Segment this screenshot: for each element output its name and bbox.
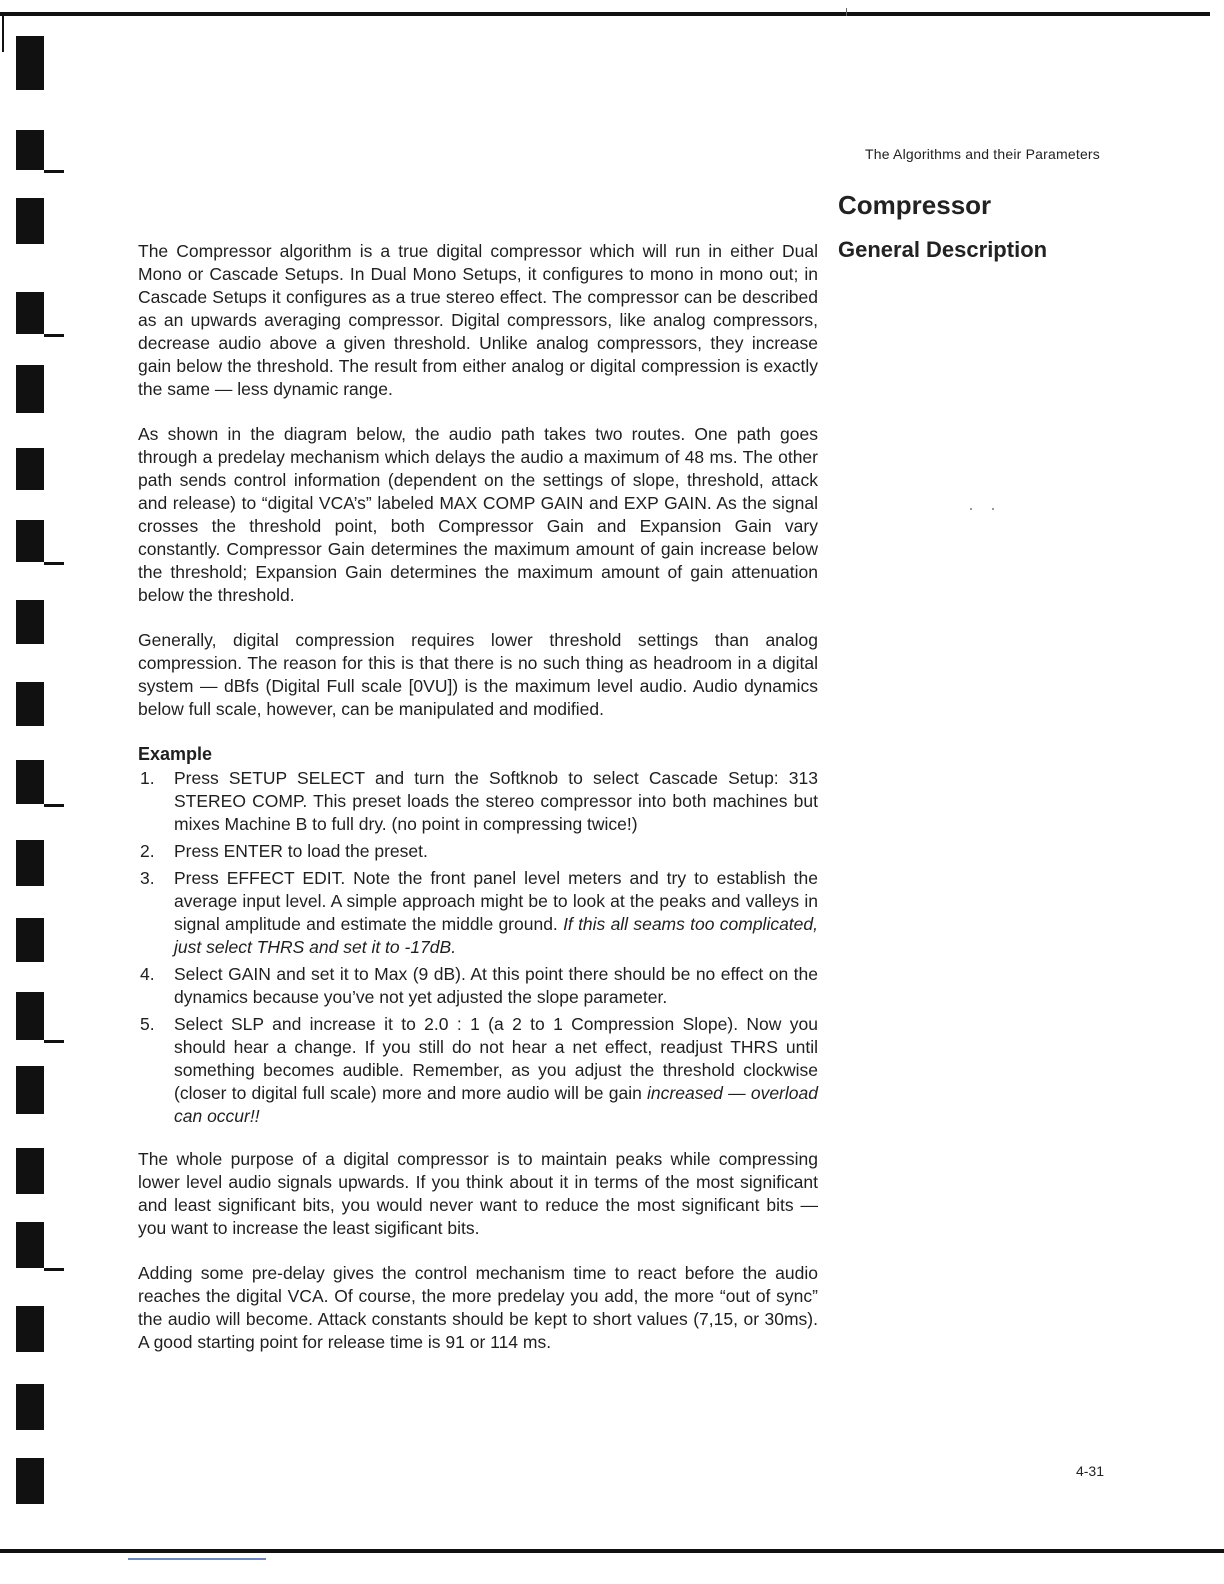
step-number: 1. bbox=[140, 768, 155, 788]
paragraph-purpose: The whole purpose of a digital compressor is to maintain peaks while compressing lower level audio signals upwards. If you think about it in terms of the most significant and least significant bits, you would never want to reduce the most significant bits — you want to increase the least sigificant bits. bbox=[138, 1149, 818, 1238]
binding-tick bbox=[44, 804, 64, 807]
section-title: Compressor bbox=[838, 190, 992, 220]
binding-hole bbox=[16, 365, 44, 413]
page-number: 4-31 bbox=[1075, 1463, 1104, 1479]
paragraph-audio-path: As shown in the diagram below, the audio path takes two routes. One path goes through a predelay mechanism which delays the audio a maximum of 48 ms. The other path sends control information (dependent on the settings of slope, threshold, attack and release) to “digital VCA’s” labeled MAX COMP GAIN and EXP GAIN. As the signal crosses the threshold point, both Compressor Gain and Expansion Gain vary constantly. Compressor Gain determines the maximum amount of gain increase below the threshold; Expansion Gain determines the maximum amount of gain attenuation below the threshold. bbox=[138, 424, 818, 605]
top-rule bbox=[0, 12, 1210, 16]
binding-hole bbox=[16, 36, 44, 90]
binding-hole bbox=[16, 682, 44, 726]
main-text bbox=[138, 240, 818, 1376]
binding-hole bbox=[16, 292, 44, 334]
binding-holes bbox=[8, 30, 68, 1510]
scan-speck bbox=[992, 508, 994, 510]
binding-hole bbox=[16, 1148, 44, 1194]
binding-hole bbox=[16, 1458, 44, 1504]
scan-speck bbox=[846, 8, 847, 16]
list-item bbox=[138, 867, 818, 959]
binding-tick bbox=[44, 1040, 64, 1043]
binding-hole bbox=[16, 992, 44, 1040]
binding-tick bbox=[44, 170, 64, 173]
step-text: Press EFFECT EDIT. Note the front panel level meters and try to establish the average input level. A simple approach might be to look at the peaks and valleys in signal amplitude and estimate the middle ground. bbox=[174, 868, 818, 934]
list-item bbox=[138, 840, 818, 863]
top-rule-corner bbox=[2, 12, 4, 52]
binding-hole bbox=[16, 198, 44, 244]
section-subtitle: General Description bbox=[838, 237, 1048, 262]
binding-hole bbox=[16, 918, 44, 962]
step-text: Select SLP and increase it to 2.0 : 1 (a 2 to 1 Compression Slope). Now you should hear a change. If you still do not hear a net effect, readjust THRS until something becomes audible. Remember, as you adjust the threshold clockwise (closer to digital full scale) more and more audio will be gain bbox=[174, 1014, 818, 1103]
step-text: Select GAIN and set it to Max (9 dB). At this point there should be no effect on the dynamics because you’ve not yet adjusted the slope parameter. bbox=[174, 964, 818, 1007]
paragraph-threshold: Generally, digital compression requires lower threshold settings than analog compression. The reason for this is that there is no such thing as headroom in a digital system — dBfs (Digital Full scale [0VU]) is the maximum level audio. Audio dynamics below full scale, however, can be manipulated and modified. bbox=[138, 630, 818, 719]
step-number: 3. bbox=[140, 868, 155, 888]
bottom-rule bbox=[0, 1549, 1224, 1553]
binding-hole bbox=[16, 760, 44, 804]
binding-hole bbox=[16, 1222, 44, 1268]
list-item bbox=[138, 963, 818, 1009]
example-heading: Example bbox=[138, 744, 213, 764]
binding-hole bbox=[16, 1384, 44, 1430]
binding-hole bbox=[16, 600, 44, 644]
example-steps bbox=[138, 767, 818, 1128]
step-text: Press SETUP SELECT and turn the Softknob to select Cascade Setup: 313 STEREO COMP. This preset loads the stereo compressor into both machines but mixes Machine B to full dry. (no point in compressing twice!) bbox=[174, 768, 818, 834]
paragraph-intro: The Compressor algorithm is a true digital compressor which will run in either Dual Mono or Cascade Setups. In Dual Mono Setups, it configures to mono in mono out; in Cascade Setups it configures as a true stereo effect. The compressor can be described as an upwards averaging compressor. Digital compressors, like analog compressors, decrease audio above a given threshold. Unlike analog compressors, they increase gain below the threshold. The result from either analog or digital compression is exactly the same — less dynamic range. bbox=[138, 241, 818, 399]
binding-hole bbox=[16, 130, 44, 170]
binding-hole bbox=[16, 448, 44, 490]
binding-hole bbox=[16, 520, 44, 562]
step-text-italic: If this all seams too complicated, just select THRS and set it to -17dB. bbox=[174, 914, 818, 957]
binding-hole bbox=[16, 840, 44, 886]
binding-tick bbox=[44, 1268, 64, 1271]
binding-tick bbox=[44, 334, 64, 337]
list-item bbox=[138, 767, 818, 836]
binding-hole bbox=[16, 1306, 44, 1352]
step-number: 2. bbox=[140, 841, 155, 861]
bottom-mark bbox=[128, 1558, 266, 1560]
step-text-italic: increased — overload can occur!! bbox=[174, 1083, 818, 1126]
step-number: 4. bbox=[140, 964, 155, 984]
paragraph-predelay: Adding some pre-delay gives the control mechanism time to react before the audio reaches the digital VCA. Of course, the more predelay you add, the more “out of sync” the audio will become. Attack constants should be kept to short values (7,15, or 30ms). A good starting point for release time is 91 or 114 ms. bbox=[138, 1263, 818, 1352]
step-text: Press ENTER to load the preset. bbox=[174, 841, 428, 861]
scan-speck bbox=[970, 508, 972, 510]
running-head: The Algorithms and their Parameters bbox=[865, 146, 1100, 162]
list-item bbox=[138, 1013, 818, 1128]
binding-tick bbox=[44, 562, 64, 565]
binding-hole bbox=[16, 1066, 44, 1114]
step-number: 5. bbox=[140, 1014, 155, 1034]
